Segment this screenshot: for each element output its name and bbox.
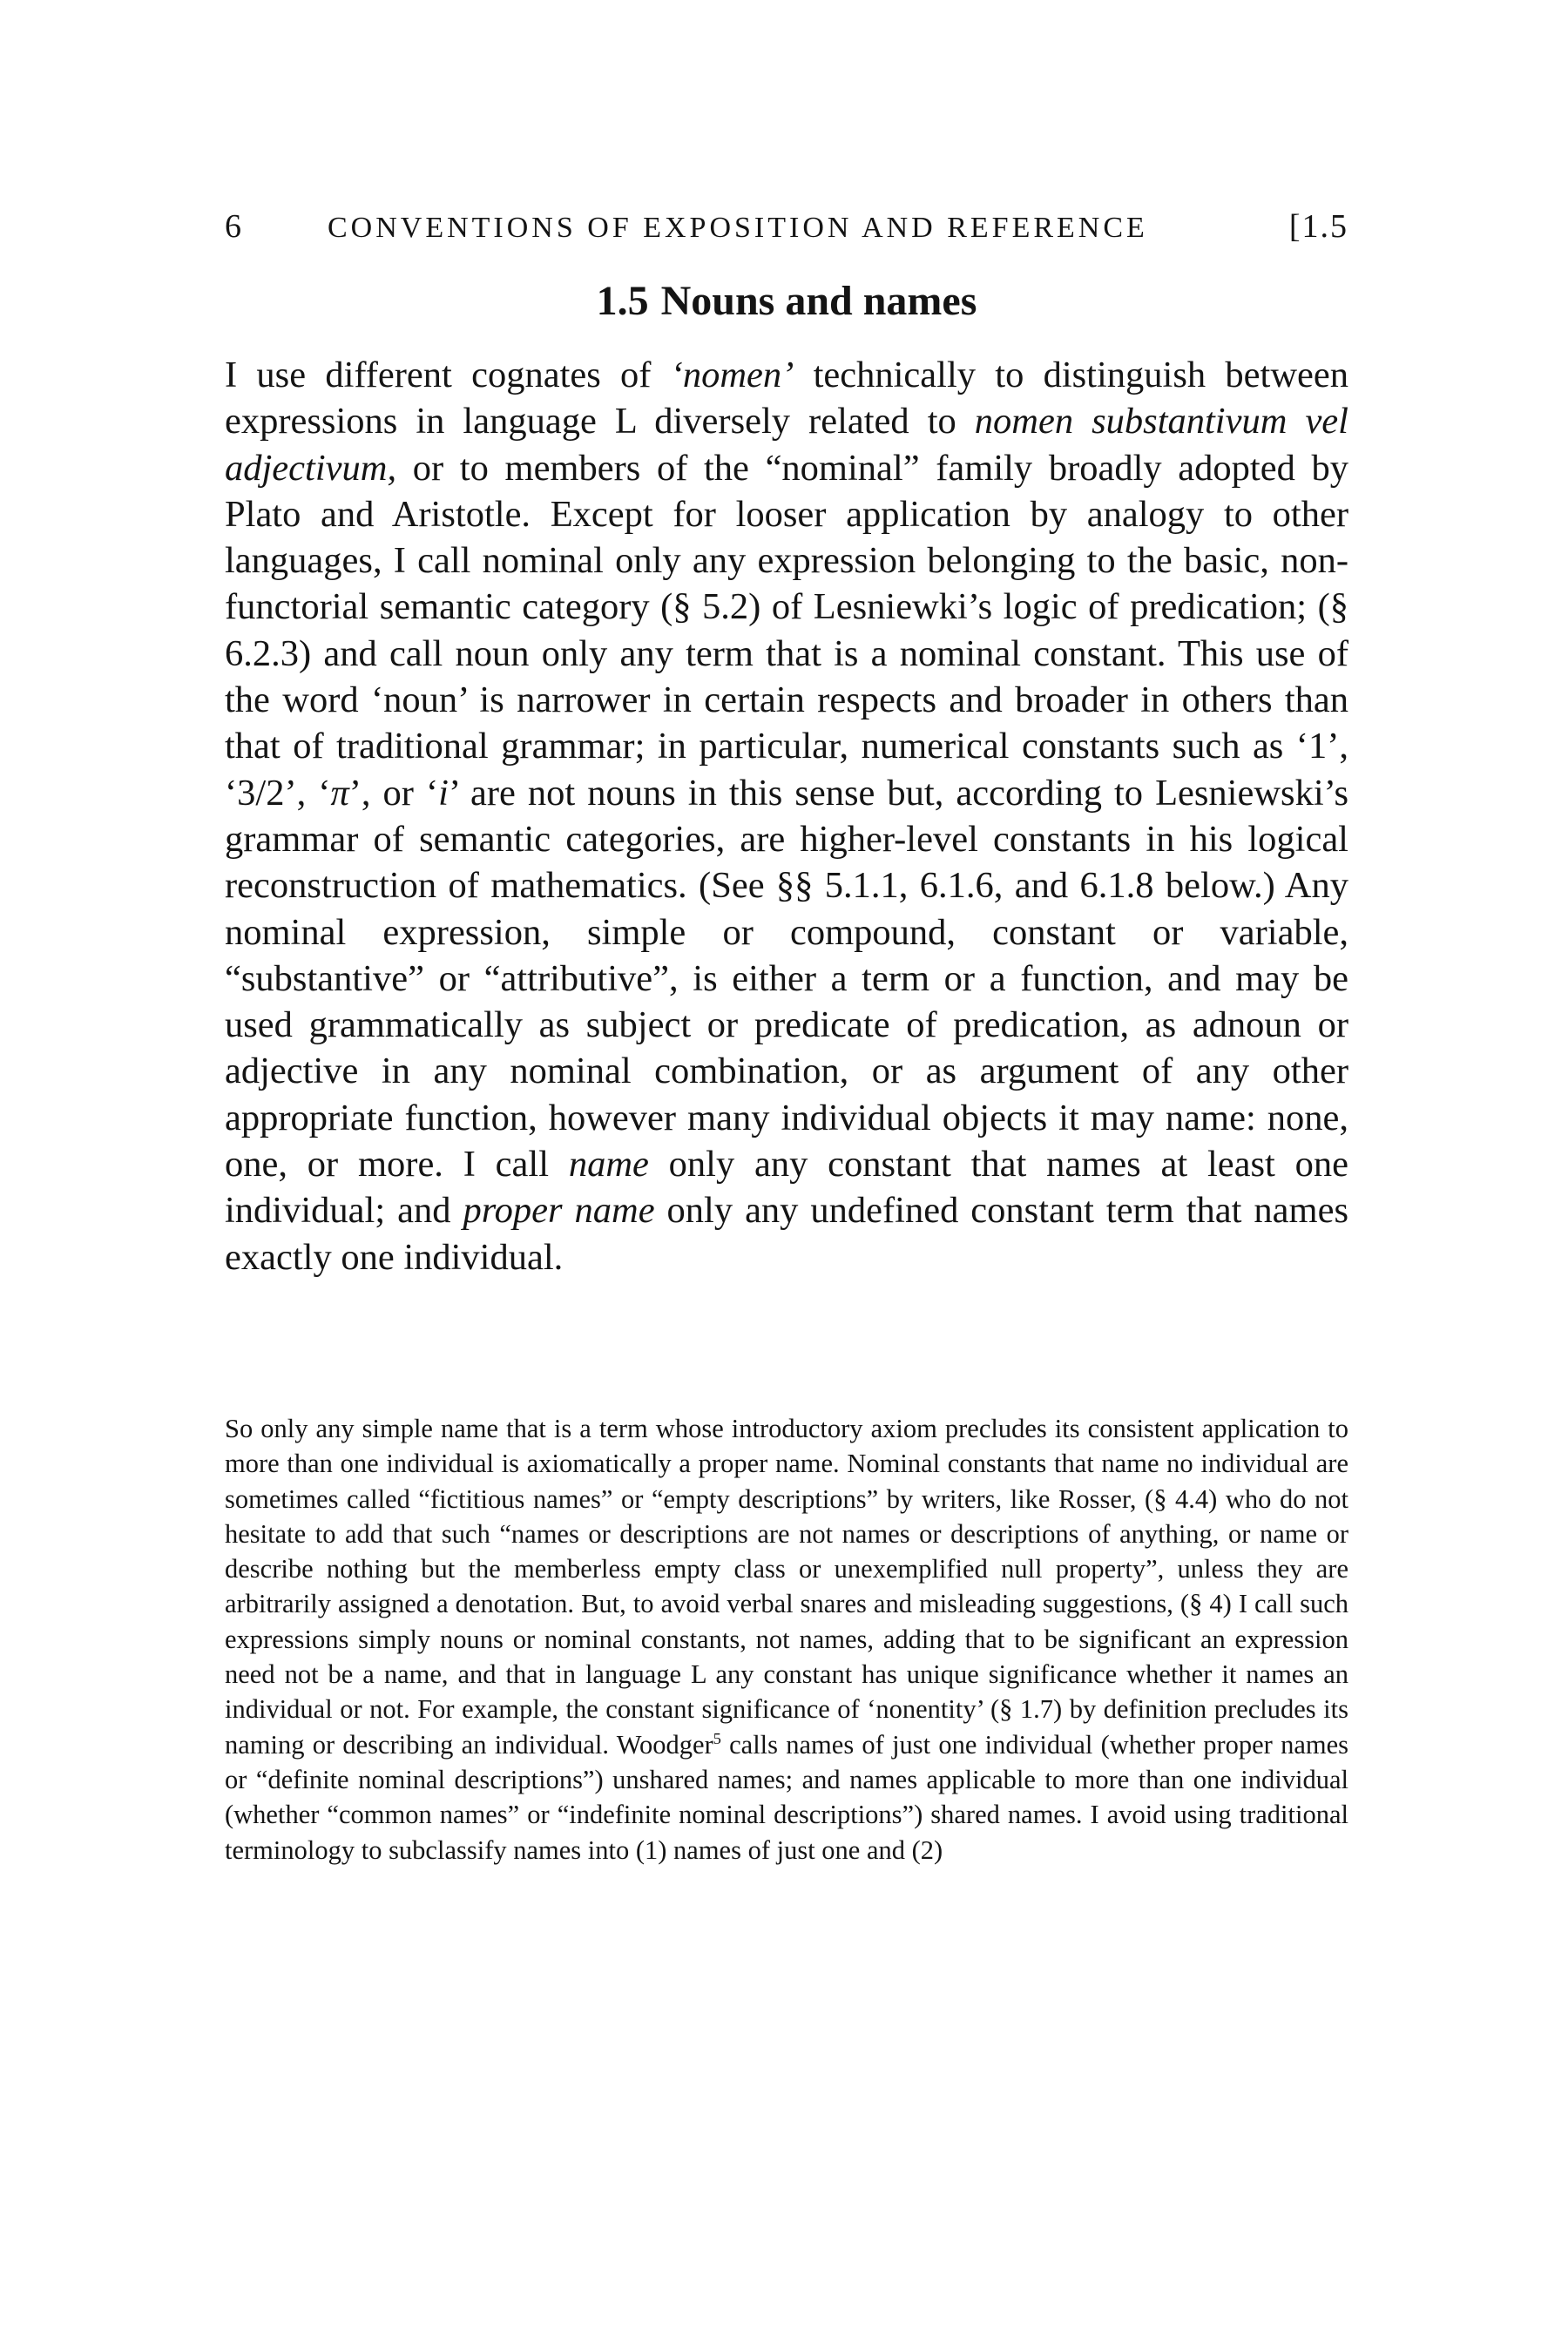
footnote-reference: 5	[713, 1729, 721, 1747]
text-run: So only any simple name that is a term whose introductory axiom precludes its consistent application to more than one individual is axiomatically a proper name. Nominal constants that name no individual are sometimes called “fictitious names” or “empty descriptions” by writers, like Rosser, (§ 4.4) who do not hesitate to add that such “names or descriptions are not names or descriptions of anything, or name or describe nothing but the memberless empty class or unexemplified null property”, unless they are arbitrarily assigned a denotation. But, to avoid verbal snares and misleading suggestions, (§ 4) I call such expressions simply nouns or nominal constants, not names, adding that to be significant an expression need not be a name, and that in language L any constant has unique significance whether it names an individual or not. For example, the constant significance of ‘nonentity’ (§ 1.7) by definition precludes its naming or describing an individual. Woodger	[225, 1414, 1348, 1760]
small-print-text	[225, 1411, 1348, 1868]
italic-term: ‘nomen’	[670, 355, 794, 395]
italic-symbol: π	[330, 772, 349, 814]
small-print-paragraph	[225, 1411, 1348, 1868]
text-run: calls names of just one individual (whether proper names or “definite nominal descriptions”) unshared names; and names applicable to more than one individual (whether “common names” or “indefinite nominal descriptions”) shared names. I avoid using traditional terminology to subclassify names into (1) names of just one and (2)	[225, 1729, 1348, 1865]
text-run: I use different cognates of	[225, 355, 671, 395]
italic-term: nomen substantivum vel adjectivum,	[225, 401, 1348, 489]
main-paragraph	[225, 352, 1348, 1280]
running-head-section-ref: [1.5	[1288, 208, 1348, 245]
body-text	[225, 352, 1348, 1280]
running-head-title: CONVENTIONS OF EXPOSITION AND REFERENCE	[328, 212, 1148, 244]
text-run: or to members of the “nominal” family broadly adopted by Plato and Aristotle. Except for looser application by analogy to other languages, I call nominal only any expression belonging to the basic, non-functorial semantic category (§ 5.2) of Lesniewki’s logic of predication; (§ 6.2.3) and call noun only any term that is a nominal constant. This use of the word ‘noun’ is narrower in certain respects and broader in others than that of traditional grammar; in particular, numerical constants such as ‘1’, ‘3/2’, ‘	[225, 447, 1348, 814]
italic-term: proper name	[463, 1190, 655, 1232]
text-run: ’, or ‘	[348, 772, 439, 814]
page-number: 6	[225, 208, 241, 245]
text-run: only any undefined constant term that names exactly one individual.	[225, 1190, 1348, 1278]
text-run: ’ are not nouns in this sense but, according to Lesniewski’s grammar of semantic categories, are higher-level constants in his logical reconstruction of mathematics. (See §§ 5.1.1, 6.1.6, and 6.1.8 below.) Any nominal expression, simple or compound, constant or variable, “substantive” or “attributive”, is either a term or a function, and may be used grammatically as subject or predicate of predication, as adnoun or adjective in any nominal combination, or as argument of any other appropriate function, however many individual objects it may name: none, one, or more. I call	[225, 772, 1348, 1186]
text-run: technically to distinguish between expressions in language L diversely related to	[225, 355, 1348, 443]
section-title: Nouns and names	[660, 278, 977, 324]
italic-symbol: i	[438, 772, 449, 814]
text-run: only any constant that names at least one individual; and	[225, 1144, 1348, 1232]
section-heading	[225, 277, 1348, 326]
italic-term: name	[568, 1144, 649, 1186]
section-number: 1.5	[596, 278, 649, 324]
